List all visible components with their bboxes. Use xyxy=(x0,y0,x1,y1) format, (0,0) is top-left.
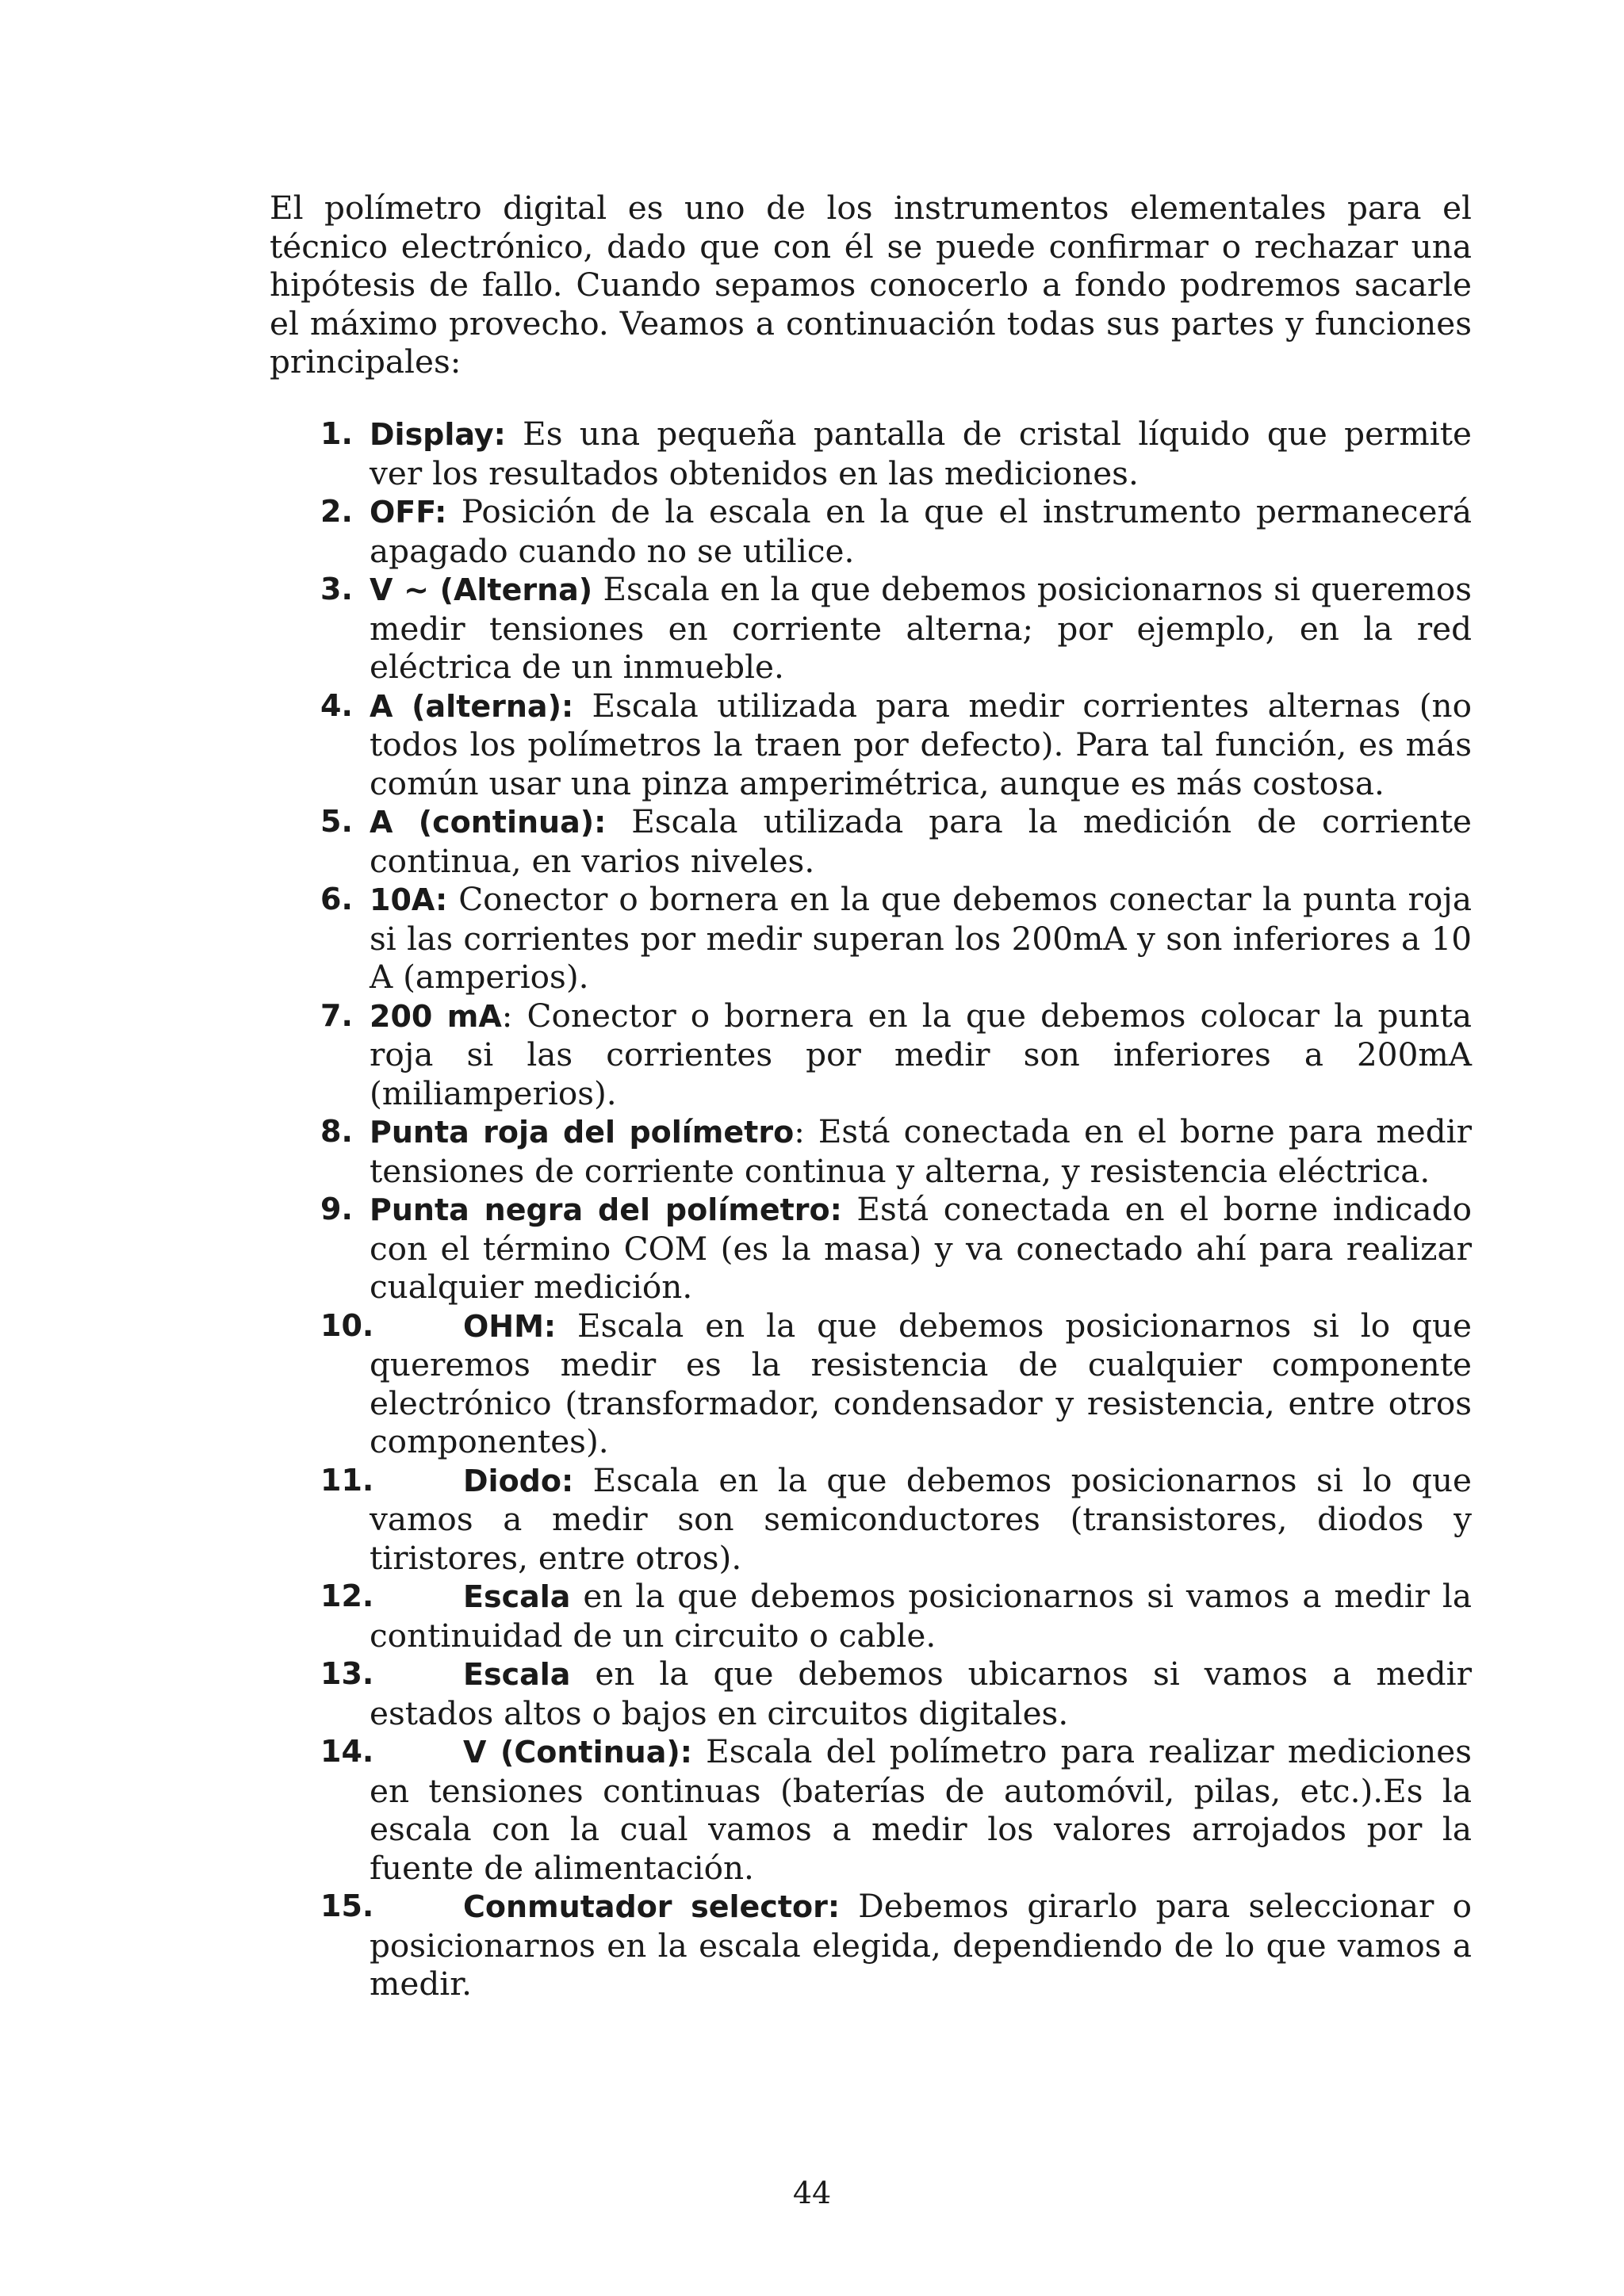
item-number: 6. xyxy=(320,882,353,916)
item-number: 11. xyxy=(320,1462,374,1498)
list-item xyxy=(270,415,1472,492)
list-item xyxy=(270,492,1472,570)
list-item xyxy=(270,1461,1472,1578)
item-term: OHM: xyxy=(463,1308,557,1344)
item-text: en la que debemos ubicarnos si vamos a medir estados altos o bajos en circuitos digitales. xyxy=(370,1655,1472,1732)
item-number: 14. xyxy=(320,1734,374,1769)
list-item xyxy=(270,1577,1472,1655)
item-text: Es una pequeña pantalla de cristal líquido que permite ver los resultados obtenidos en las mediciones. xyxy=(370,415,1472,492)
item-text: Conector o bornera en la que debemos conectar la punta roja si las corrientes por medir superan los 200mA y son inferiores a 10 A (amperios). xyxy=(370,880,1472,996)
item-term: Punta roja del polímetro xyxy=(370,1115,795,1150)
list-item xyxy=(270,570,1472,687)
item-text: Está conectada en el borne indicado con el término COM (es la masa) y va conectado ahí para realizar cualquier medición. xyxy=(370,1190,1472,1306)
item-number: 3. xyxy=(320,572,353,607)
item-term: Escala xyxy=(463,1657,571,1692)
item-term: V ~ (Alterna) xyxy=(370,572,593,607)
item-text: Escala del polímetro para realizar mediciones en tensiones continuas (baterías de automóvil, pilas, etc.).Es la escala con la cual vamos a medir los valores arrojados por la fuente de alimentación. xyxy=(370,1732,1472,1887)
item-number: 8. xyxy=(320,1114,353,1149)
item-term: A (continua): xyxy=(370,805,607,840)
item-term: Punta negra del polímetro: xyxy=(370,1192,842,1227)
item-text: Escala en la que debemos posicionarnos si queremos medir tensiones en corriente alterna; por ejemplo, en la red eléctrica de un inmueble. xyxy=(370,570,1472,686)
item-number: 10. xyxy=(320,1307,374,1343)
item-term: Conmutador selector: xyxy=(463,1889,841,1924)
item-term: Display: xyxy=(370,417,506,452)
list-item xyxy=(270,1307,1472,1461)
list-item xyxy=(270,997,1472,1113)
item-number: 12. xyxy=(320,1578,374,1613)
item-term: 10A: xyxy=(370,882,448,917)
item-text: : Está conectada en el borne para medir tensiones de corriente continua y alterna, y resistencia eléctrica. xyxy=(370,1112,1472,1190)
item-text: Escala en la que debemos posicionarnos si lo que vamos a medir son semiconductores (transistores, diodos y tiristores, entre otros). xyxy=(370,1460,1472,1577)
item-number: 1. xyxy=(320,416,353,451)
item-term: OFF: xyxy=(370,495,447,530)
parts-list xyxy=(270,415,1472,2003)
list-item xyxy=(270,802,1472,880)
item-number: 2. xyxy=(320,494,353,529)
item-term: A (alterna): xyxy=(370,688,574,724)
list-item xyxy=(270,1887,1472,2003)
list-item xyxy=(270,1655,1472,1732)
item-term: 200 mA xyxy=(370,998,502,1034)
list-item xyxy=(270,687,1472,803)
item-text: Posición de la escala en la que el instrumento permanecerá apagado cuando no se utilice. xyxy=(370,492,1472,570)
item-term: V (Continua): xyxy=(463,1735,692,1770)
item-number: 4. xyxy=(320,687,353,723)
list-item xyxy=(270,1112,1472,1190)
item-number: 5. xyxy=(320,804,353,839)
item-text: Escala en la que debemos posicionarnos si lo que queremos medir es la resistencia de cualquier componente electrónico (transformador, condensador y resistencia, entre otros componentes). xyxy=(370,1306,1472,1460)
item-text: en la que debemos posicionarnos si vamos a medir la continuidad de un circuito o cable. xyxy=(370,1577,1472,1655)
item-text: Debemos girarlo para seleccionar o posicionarnos en la escala elegida, dependiendo de lo que vamos a medir. xyxy=(370,1887,1473,2003)
list-item xyxy=(270,1190,1472,1307)
item-text: Escala utilizada para la medición de corriente continua, en varios niveles. xyxy=(370,802,1472,880)
item-number: 7. xyxy=(320,997,353,1033)
page-number: 44 xyxy=(792,2175,832,2210)
list-item xyxy=(270,880,1472,997)
item-number: 15. xyxy=(320,1888,374,1923)
item-term: Diodo: xyxy=(463,1463,574,1498)
item-term: Escala xyxy=(463,1579,571,1614)
item-number: 9. xyxy=(320,1192,353,1226)
item-number: 13. xyxy=(320,1656,374,1691)
item-text: Escala utilizada para medir corrientes alternas (no todos los polímetros la traen por defecto). Para tal función, es más común usar una pinza amperimétrica, aunque es más costosa. xyxy=(370,686,1472,802)
list-item xyxy=(270,1732,1472,1887)
intro-paragraph: El polímetro digital es uno de los instrumentos elementales para el técnico electrónico, dado que con él se puede confirmar o rechazar una hipótesis de fallo. Cuando sepamos conocerlo a fondo podremos sacarle el máximo provecho. Veamos a continuación todas sus partes y funciones principales: xyxy=(270,189,1472,381)
document-page xyxy=(270,189,1473,2003)
item-text: : Conector o bornera en la que debemos colocar la punta roja si las corrientes por medir son inferiores a 200mA (miliamperios). xyxy=(370,996,1472,1112)
